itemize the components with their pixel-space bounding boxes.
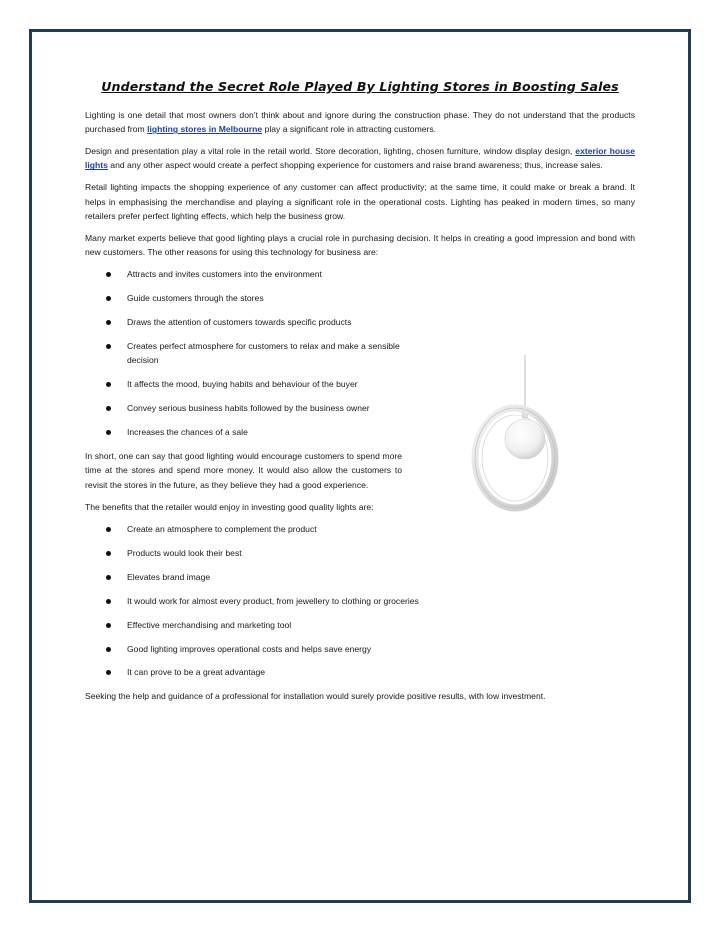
list-item bbox=[85, 594, 635, 609]
bullet-icon bbox=[106, 551, 111, 556]
list-item-text: Increases the chances of a sale bbox=[127, 426, 248, 437]
exterior-house-lights-link[interactable]: exterior house lights bbox=[85, 145, 635, 171]
intro-paragraph bbox=[85, 108, 635, 137]
list-item-text: Effective merchandising and marketing tool bbox=[127, 619, 292, 630]
list-item-text: Elevates brand image bbox=[127, 571, 211, 582]
pendant-lamp-image bbox=[470, 355, 560, 515]
list-item-text: Create an atmosphere to complement the product bbox=[127, 524, 317, 535]
bullet-icon bbox=[106, 344, 111, 349]
list-item-text: It affects the mood, buying habits and behaviour of the buyer bbox=[127, 379, 358, 390]
bullet-icon bbox=[106, 670, 111, 675]
list-item-text: Draws the attention of customers towards specific products bbox=[127, 316, 352, 327]
list-item-text: Attracts and invites customers into the environment bbox=[127, 268, 322, 279]
list-item bbox=[85, 267, 403, 282]
design-text-end: and any other aspect would create a perfect shopping experience for customers and raise brand awareness; thus, increase sales. bbox=[107, 160, 603, 171]
bullet-icon bbox=[106, 599, 111, 604]
list-item bbox=[85, 642, 635, 657]
list-item bbox=[85, 425, 403, 440]
lighting-stores-link[interactable]: lighting stores in Melbourne bbox=[147, 124, 263, 135]
benefits-list bbox=[85, 522, 635, 680]
retail-paragraph: Retail lighting impacts the shopping experience of any customer can affect productivity; at the same time, it could make or break a brand. It helps in emphasising the merchandise and playing a significant role in the operational costs. Lighting has peaked in modern times, so many retailers prefer perfect lighting effects, which help the business grow. bbox=[85, 181, 635, 222]
bullet-icon bbox=[106, 527, 111, 532]
summary-paragraph: In short, one can say that good lighting would encourage customers to spend more time at the stores and spend more money. It would also allow the customers to revisit the stores in the future, as they believe they had a good experience. bbox=[85, 450, 402, 490]
bullet-icon bbox=[106, 575, 111, 580]
closing-paragraph: Seeking the help and guidance of a professional for installation would surely provide positive results, with low investment. bbox=[85, 691, 546, 702]
bullet-icon bbox=[106, 647, 111, 652]
design-paragraph bbox=[85, 144, 635, 173]
article-title: Understand the Secret Role Played By Lighting Stores in Boosting Sales bbox=[101, 79, 619, 94]
benefits-intro: The benefits that the retailer would enjoy in investing good quality lights are: bbox=[85, 501, 374, 512]
list-item bbox=[85, 665, 635, 680]
bullet-icon bbox=[106, 296, 111, 301]
intro-text-start: Lighting is one detail that most owners don’t think about and ignore during the construction phase. They do not understand that the products purchased from bbox=[85, 109, 635, 135]
list-item bbox=[85, 291, 403, 306]
list-item-text: Good lighting improves operational costs and helps save energy bbox=[127, 643, 372, 654]
list-item-text: Products would look their best bbox=[127, 548, 242, 559]
bullet-icon bbox=[106, 430, 111, 435]
list-item bbox=[85, 546, 635, 561]
list-item bbox=[85, 522, 635, 537]
bullet-icon bbox=[106, 406, 111, 411]
list-item-text: Creates perfect atmosphere for customers to relax and make a sensible decision bbox=[127, 340, 400, 366]
list-item bbox=[85, 401, 403, 416]
list-item-text: It can prove to be a great advantage bbox=[127, 667, 266, 678]
list-item bbox=[85, 618, 635, 633]
list-item bbox=[85, 339, 403, 368]
list-item bbox=[85, 315, 403, 330]
bullet-icon bbox=[106, 623, 111, 628]
bullet-icon bbox=[106, 272, 111, 277]
bullet-icon bbox=[106, 320, 111, 325]
list-item-text: Convey serious business habits followed by the business owner bbox=[127, 402, 370, 413]
bullet-icon bbox=[106, 382, 111, 387]
list-item bbox=[85, 570, 635, 585]
design-text-start: Design and presentation play a vital role in the retail world. Store decoration, lighting, chosen furniture, window display design, bbox=[85, 145, 576, 156]
experts-paragraph: Many market experts believe that good lighting plays a crucial role in purchasing decision. It helps in creating a good impression and bond with new customers. The other reasons for using this technology for business are: bbox=[85, 232, 635, 258]
list-item-text: It would work for almost every product, from jewellery to clothing or groceries bbox=[127, 595, 419, 606]
intro-text-end: play a significant role in attracting customers. bbox=[262, 124, 437, 135]
list-item-text: Guide customers through the stores bbox=[127, 292, 264, 303]
list-item bbox=[85, 377, 403, 392]
